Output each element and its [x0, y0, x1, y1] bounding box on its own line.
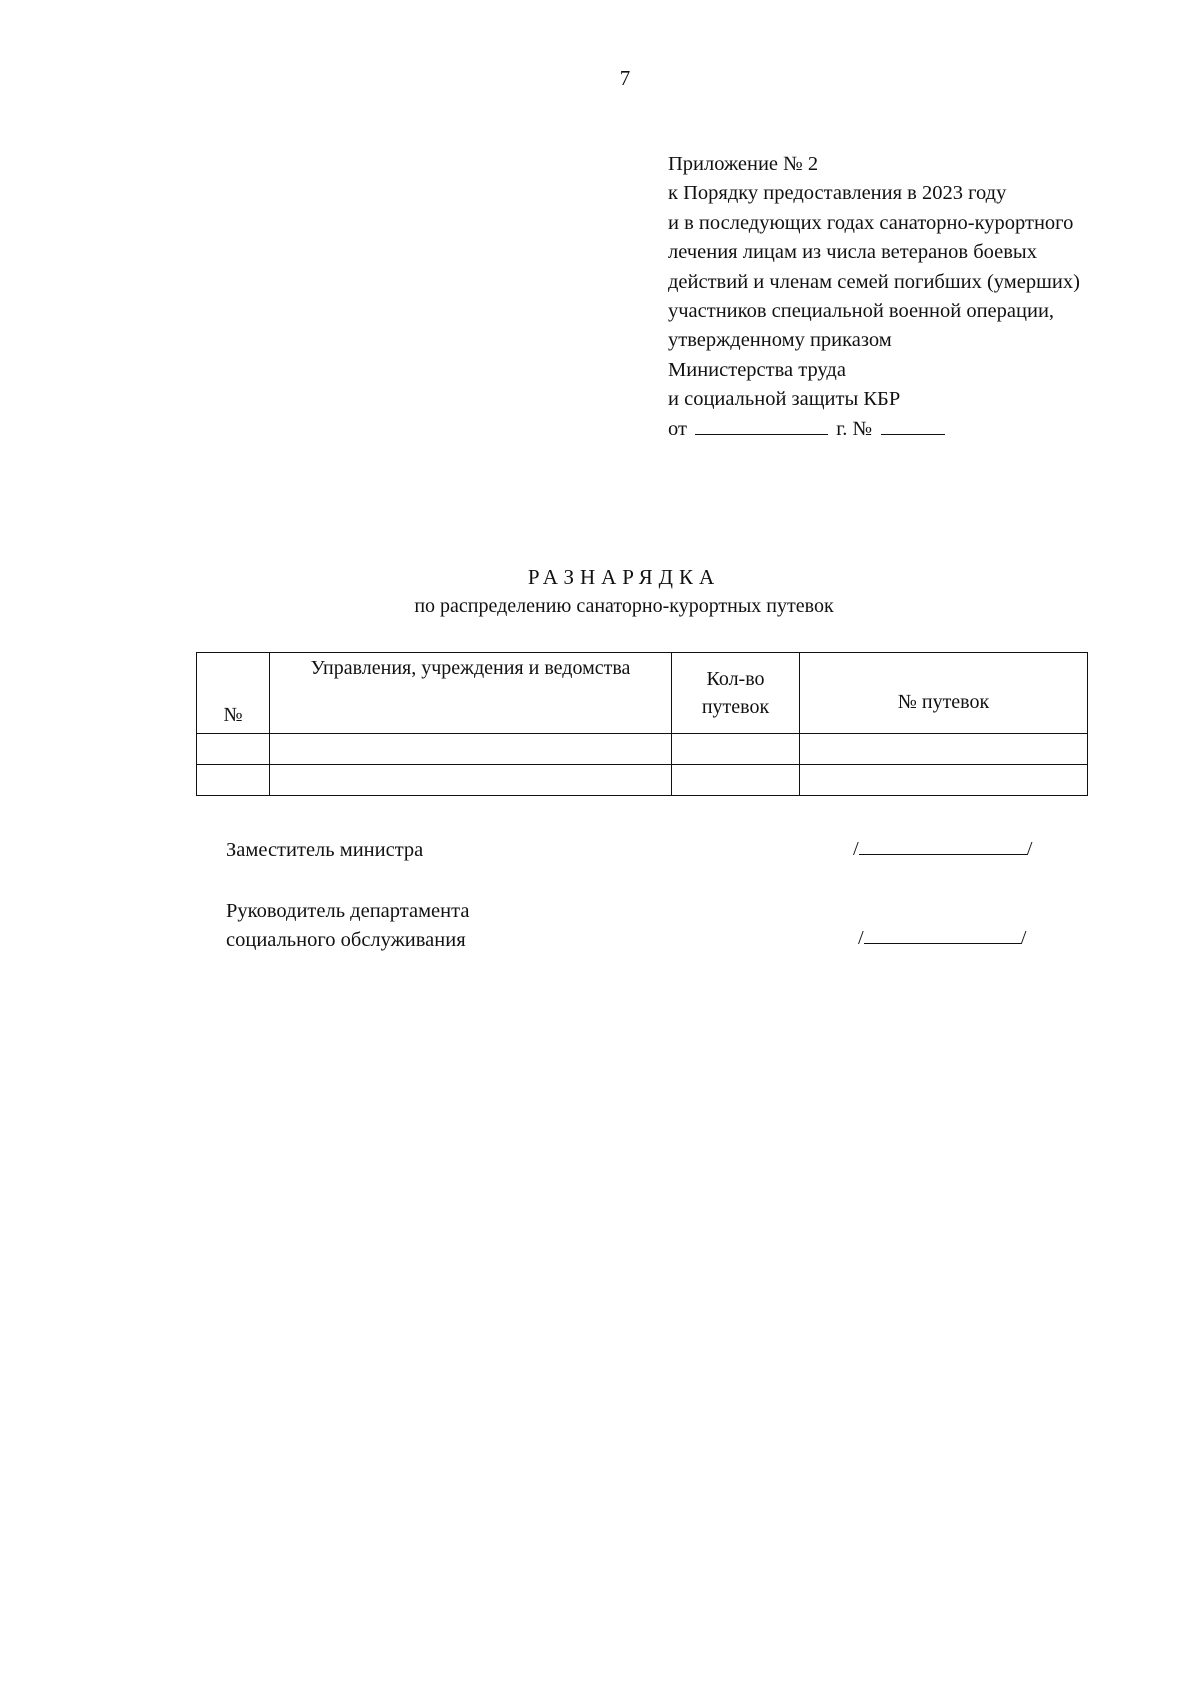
slash-left: /: [853, 838, 859, 860]
table-cell: [197, 765, 270, 796]
document-title: РАЗНАРЯДКА: [527, 565, 721, 589]
number-blank: [881, 416, 945, 435]
table-row: [197, 734, 1088, 765]
table-header-row: [197, 653, 1088, 734]
header-quantity-line2: путевок: [701, 696, 770, 718]
dept-head-line1: Руководитель департамента: [226, 900, 470, 922]
date-prefix: от: [668, 417, 687, 440]
appendix-line: и в последующих годах санаторно-курортного: [668, 211, 1074, 234]
dept-head-line2: социального обслуживания: [226, 929, 466, 951]
table-cell: [800, 734, 1088, 765]
table-cell: [270, 734, 672, 765]
page-number: 7: [619, 66, 631, 90]
appendix-block: [668, 150, 1168, 444]
appendix-line: Министерства труда: [668, 358, 846, 381]
table-cell: [197, 734, 270, 765]
header-quantity: [672, 653, 800, 734]
header-voucher-numbers: № путевок: [800, 653, 1088, 734]
appendix-line: утвержденному приказом: [668, 329, 892, 352]
slash-left: /: [858, 927, 864, 949]
appendix-line: Приложение № 2: [668, 153, 819, 175]
document-subtitle: по распределению санаторно-курортных путевок: [414, 595, 834, 617]
header-quantity-line1: Кол-во: [706, 668, 765, 690]
appendix-line: участников специальной военной операции,: [668, 300, 1055, 323]
signatory-dept-head: [226, 897, 469, 955]
appendix-line: лечения лицам из числа ветеранов боевых: [668, 241, 1037, 264]
date-suffix: г. №: [836, 417, 873, 440]
table-cell: [800, 765, 1088, 796]
signature-line-deputy: [853, 836, 1032, 861]
slash-right: /: [1026, 838, 1033, 860]
table-cell: [270, 765, 672, 796]
signature-blank: [859, 836, 1027, 855]
allocation-table: [196, 652, 1088, 796]
date-blank: [695, 416, 828, 435]
slash-right: /: [1020, 927, 1027, 949]
appendix-line: действий и членам семей погибших (умерших): [668, 270, 1080, 293]
table-cell: [672, 765, 800, 796]
appendix-line: и социальной защиты КБР: [668, 388, 901, 411]
appendix-date-line: [668, 415, 1168, 444]
signature-line-dept-head: [858, 925, 1026, 950]
signature-blank: [864, 925, 1021, 944]
table-row: [197, 765, 1088, 796]
signatory-deputy-minister: Заместитель министра: [226, 839, 424, 861]
table-cell: [672, 734, 800, 765]
header-number: №: [197, 653, 270, 734]
appendix-line: к Порядку предоставления в 2023 году: [668, 182, 1007, 205]
header-organizations: Управления, учреждения и ведомства: [270, 653, 672, 734]
